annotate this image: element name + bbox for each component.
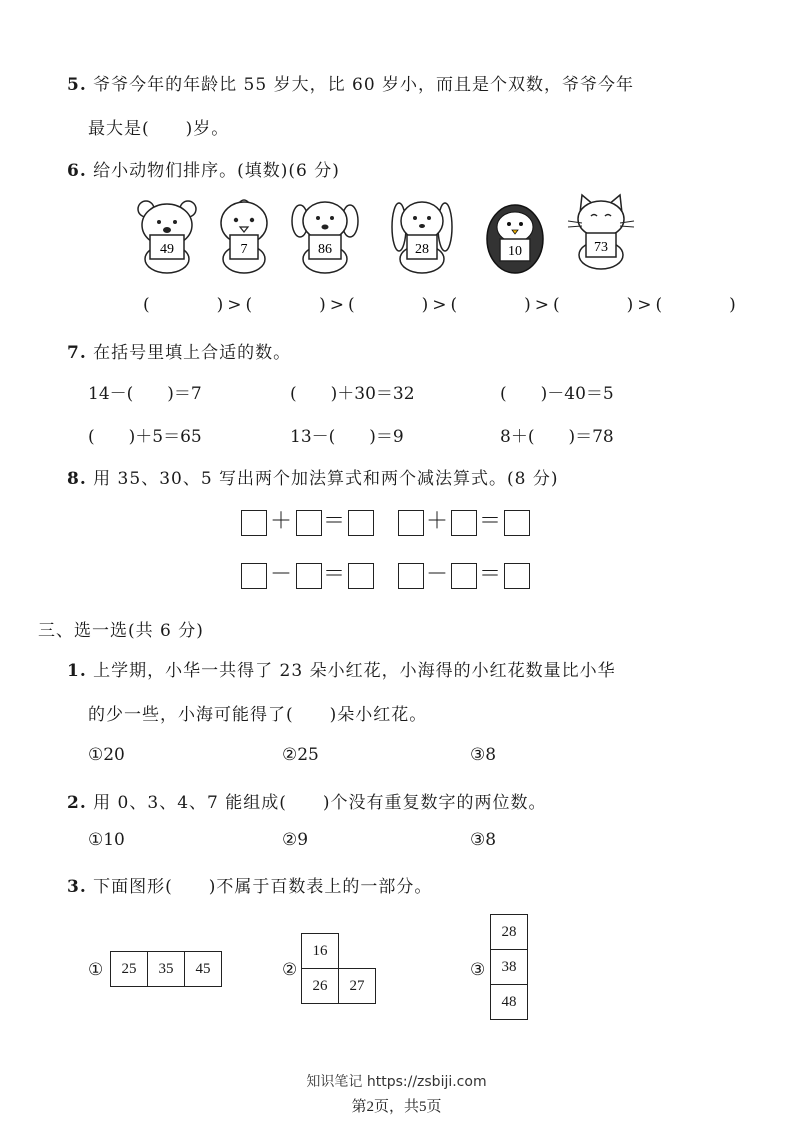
- number-grid-3: [490, 914, 528, 1020]
- answer-box[interactable]: [348, 563, 374, 589]
- answer-box[interactable]: [504, 510, 530, 536]
- answer-box[interactable]: [348, 510, 374, 536]
- option-1[interactable]: ①20: [88, 745, 125, 765]
- grid-empty-cell: [339, 934, 376, 969]
- question-text: 用 0、3、4、7 能组成( )个没有重复数字的两位数。: [93, 793, 547, 813]
- choice-question-2: [67, 788, 547, 813]
- option-mark-3[interactable]: ③: [470, 960, 486, 980]
- animal-number: 7: [240, 242, 248, 257]
- equals-sign: ＝: [479, 562, 502, 587]
- watermark-text: 知识笔记 https://zsbiji.com: [306, 1074, 487, 1090]
- option-2[interactable]: ②9: [282, 830, 309, 850]
- fill-equation[interactable]: ( )＋30＝32: [290, 384, 415, 404]
- animal-number: 86: [318, 242, 332, 257]
- answer-box[interactable]: [504, 563, 530, 589]
- question-5: [67, 70, 634, 95]
- chick-animal: [209, 197, 279, 275]
- animal-number: 28: [415, 242, 429, 257]
- puppy-icon: [290, 197, 360, 275]
- grid-cell: 35: [148, 952, 185, 987]
- question-number: 5.: [67, 75, 87, 95]
- number-grid-2: [301, 933, 376, 1004]
- question-text: 用 35、30、5 写出两个加法算式和两个减法算式。(8 分): [93, 469, 559, 489]
- question-7: [67, 338, 291, 363]
- answer-box[interactable]: [398, 510, 424, 536]
- question-number: 7.: [67, 343, 87, 363]
- question-number: 8.: [67, 469, 87, 489]
- answer-box[interactable]: [451, 563, 477, 589]
- equals-sign: ＝: [323, 509, 346, 534]
- puppy-animal: [290, 197, 360, 275]
- cat-animal: [566, 193, 636, 271]
- equals-sign: ＝: [479, 509, 502, 534]
- question-text: 上学期，小华一共得了 23 朵小红花，小海得的小红花数量比小华: [93, 661, 616, 681]
- fill-equation[interactable]: 13－( )＝9: [290, 427, 404, 447]
- question-text: 爷爷今年的年龄比 55 岁大，比 60 岁小，而且是个双数，爷爷今年: [93, 75, 635, 95]
- plus-sign: ＋: [426, 509, 449, 534]
- minus-sign: －: [426, 562, 449, 587]
- question-5-line2: 最大是( )岁。: [88, 119, 230, 139]
- fill-equation[interactable]: ( )－40＝5: [500, 384, 614, 404]
- option-3[interactable]: ③8: [470, 830, 497, 850]
- answer-box[interactable]: [241, 563, 267, 589]
- question-number: 6.: [67, 161, 87, 181]
- answer-box[interactable]: [398, 563, 424, 589]
- minus-sign: －: [270, 562, 293, 587]
- grid-cell: 45: [185, 952, 222, 987]
- grid-cell: 48: [491, 985, 528, 1020]
- option-mark-1[interactable]: ①: [88, 960, 104, 980]
- number-grid-1: [110, 951, 222, 987]
- answer-box[interactable]: [241, 510, 267, 536]
- cat-icon: [566, 193, 636, 271]
- option-3[interactable]: ③8: [470, 745, 497, 765]
- question-text: 下面图形( )不属于百数表上的一部分。: [93, 877, 433, 897]
- animal-number: 10: [508, 244, 522, 259]
- choice-question-3: [67, 872, 432, 897]
- page-number: 第2页，共5页: [351, 1099, 442, 1115]
- answer-box[interactable]: [296, 563, 322, 589]
- rabbit-icon: [387, 197, 457, 275]
- option-1[interactable]: ①10: [88, 830, 125, 850]
- grid-cell: 28: [491, 915, 528, 950]
- answer-box[interactable]: [451, 510, 477, 536]
- question-6: [67, 156, 340, 181]
- choice-question-1-line2: 的少一些，小海可能得了( )朵小红花。: [88, 705, 428, 725]
- rabbit-animal: [387, 197, 457, 275]
- plus-sign: ＋: [270, 509, 293, 534]
- grid-cell: 38: [491, 950, 528, 985]
- order-answer-line[interactable]: ( )>( )>( )>( )>( )>( ): [143, 295, 740, 315]
- penguin-animal: [480, 197, 550, 275]
- animal-number: 49: [160, 242, 174, 257]
- answer-box[interactable]: [296, 510, 322, 536]
- question-number: 3.: [67, 877, 87, 897]
- bear-icon: [132, 197, 202, 275]
- animal-number: 73: [594, 240, 608, 255]
- grid-cell: 27: [339, 969, 376, 1004]
- question-number: 1.: [67, 661, 87, 681]
- grid-cell: 25: [111, 952, 148, 987]
- question-number: 2.: [67, 793, 87, 813]
- equals-sign: ＝: [323, 562, 346, 587]
- option-mark-2[interactable]: ②: [282, 960, 298, 980]
- question-8: [67, 464, 559, 489]
- grid-cell: 16: [302, 934, 339, 969]
- fill-equation[interactable]: ( )＋5＝65: [88, 427, 202, 447]
- option-2[interactable]: ②25: [282, 745, 319, 765]
- penguin-icon: [480, 197, 550, 275]
- chick-icon: [209, 197, 279, 275]
- fill-equation[interactable]: 14－( )＝7: [88, 384, 202, 404]
- question-text: 在括号里填上合适的数。: [93, 343, 292, 363]
- fill-equation[interactable]: 8＋( )＝78: [500, 427, 614, 447]
- choice-question-1: [67, 656, 616, 681]
- question-text: 给小动物们排序。(填数)(6 分): [93, 161, 340, 181]
- section-title: 三、选一选(共 6 分): [38, 621, 204, 641]
- grid-cell: 26: [302, 969, 339, 1004]
- bear-animal: [132, 197, 202, 275]
